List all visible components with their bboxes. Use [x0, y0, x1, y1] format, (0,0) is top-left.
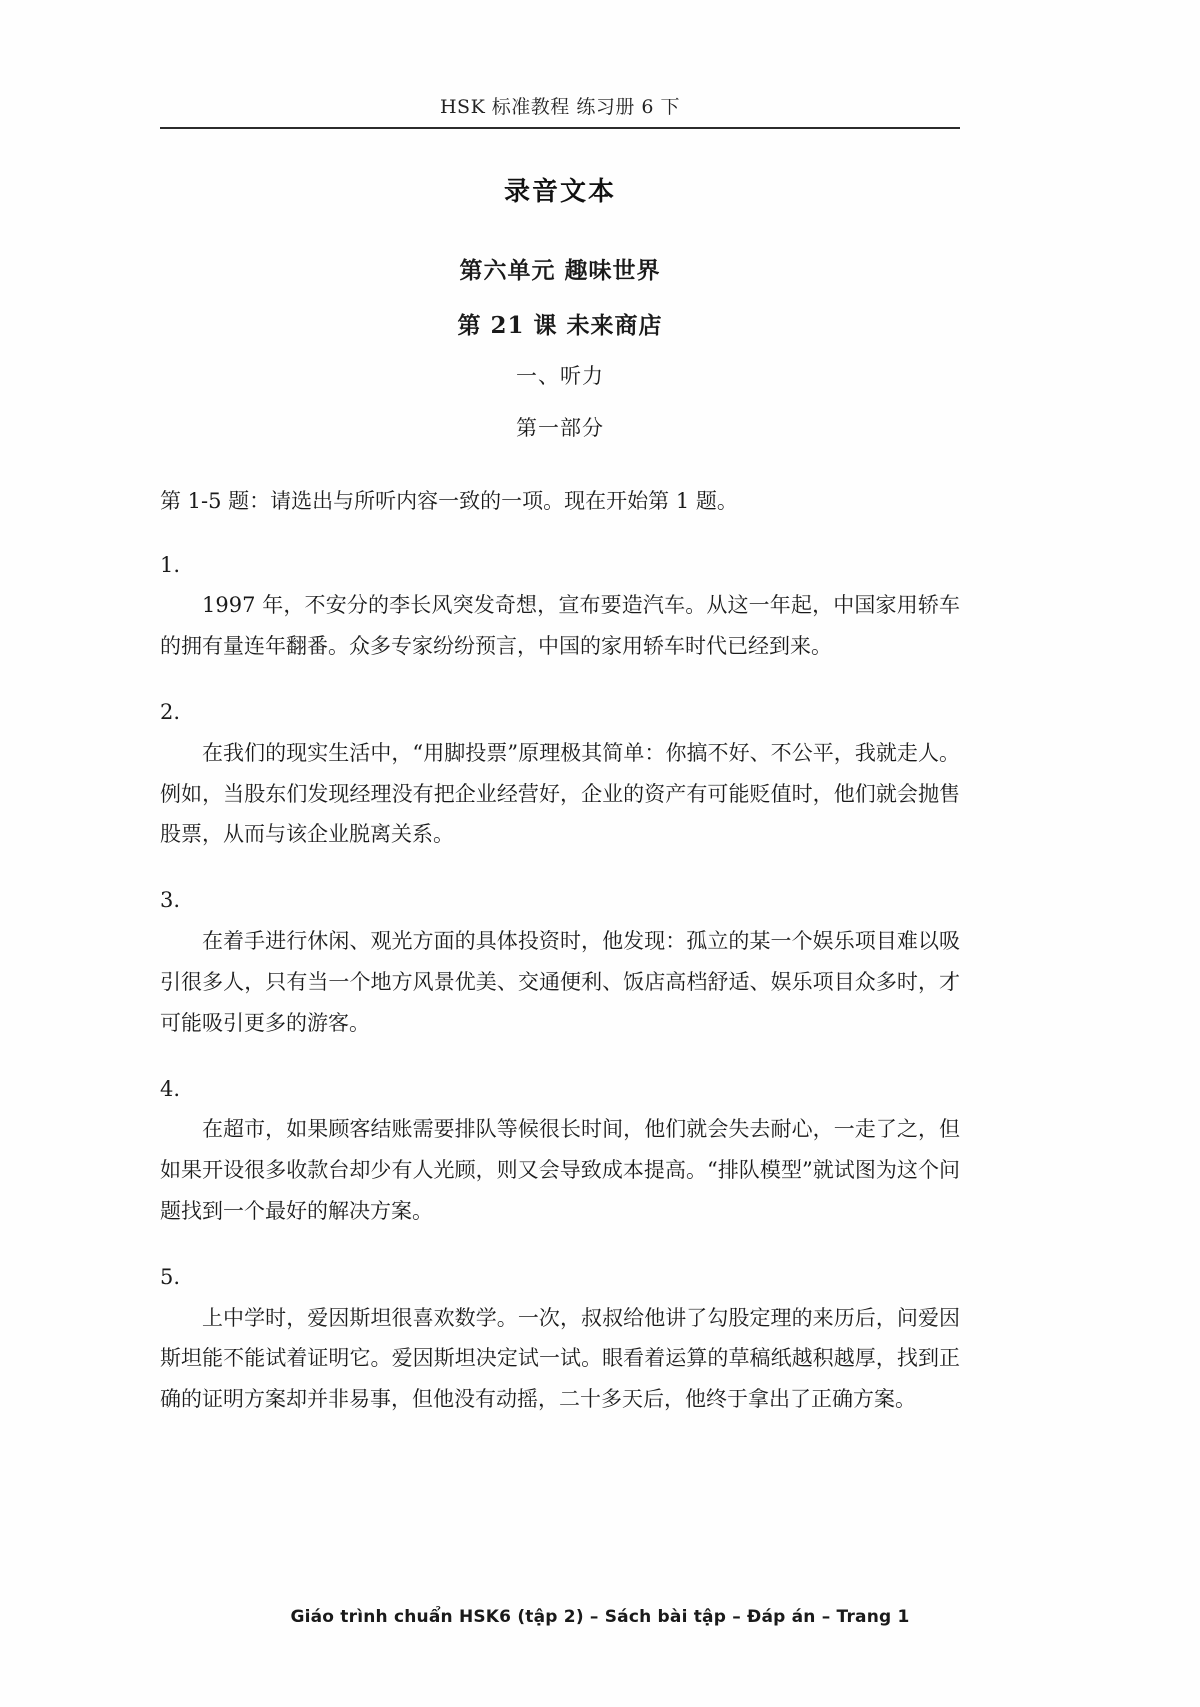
- item-text: 上中学时，爱因斯坦很喜欢数学。一次，叔叔给他讲了勾股定理的来历后，问爱因斯坦能不能试着证明它。爱因斯坦决定试一试。眼看着运算的草稿纸越积越厚，找到正确的证明方案却并非易事，但他没有动摇，二十多天后，他终于拿出了正确方案。: [160, 1305, 960, 1412]
- header-divider: [160, 127, 960, 129]
- unit-heading: 第六单元 趣味世界: [459, 257, 661, 284]
- list-item: [160, 1074, 960, 1232]
- part-heading: 第一部分: [516, 416, 604, 440]
- item-number: 4.: [160, 1076, 181, 1101]
- list-item: [160, 1262, 960, 1420]
- page-footer: Giáo trình chuẩn HSK6 (tập 2) – Sách bài tập – Đáp án – Trang 1: [290, 1607, 910, 1627]
- item-number: 3.: [160, 888, 181, 913]
- section-heading: 一、听力: [516, 364, 604, 388]
- item-text: 在我们的现实生活中，“用脚投票”原理极其简单：你搞不好、不公平，我就走人。例如，当股东们发现经理没有把企业经营好，企业的资产有可能贬值时，他们就会抛售股票，从而与该企业脱离关系。: [160, 740, 960, 847]
- page-title: 录音文本: [503, 177, 616, 207]
- item-number: 1.: [160, 552, 181, 577]
- page-content: [160, 0, 960, 1420]
- list-item: [160, 697, 960, 855]
- lesson-heading: 第 21 课 未来商店: [457, 312, 663, 339]
- list-item: [160, 885, 960, 1043]
- item-text: 1997 年，不安分的李长风突发奇想，宣布要造汽车。从这一年起，中国家用轿车的拥有量连年翻番。众多专家纷纷预言，中国的家用轿车时代已经到来。: [160, 593, 960, 659]
- item-number: 2.: [160, 700, 181, 725]
- instruction-text: 第 1-5 题：请选出与所听内容一致的一项。现在开始第 1 题。: [160, 489, 738, 513]
- item-text: 在着手进行休闲、观光方面的具体投资时，他发现：孤立的某一个娱乐项目难以吸引很多人，只有当一个地方风景优美、交通便利、饭店高档舒适、娱乐项目众多时，才可能吸引更多的游客。: [160, 928, 960, 1035]
- item-text: 在超市，如果顾客结账需要排队等候很长时间，他们就会失去耐心，一走了之，但如果开设很多收款台却少有人光顾，则又会导致成本提高。“排队模型”就试图为这个问题找到一个最好的解决方案。: [160, 1117, 960, 1224]
- item-number: 5.: [160, 1265, 181, 1289]
- list-item: [160, 550, 960, 667]
- running-head: HSK 标准教程 练习册 6 下: [439, 96, 681, 118]
